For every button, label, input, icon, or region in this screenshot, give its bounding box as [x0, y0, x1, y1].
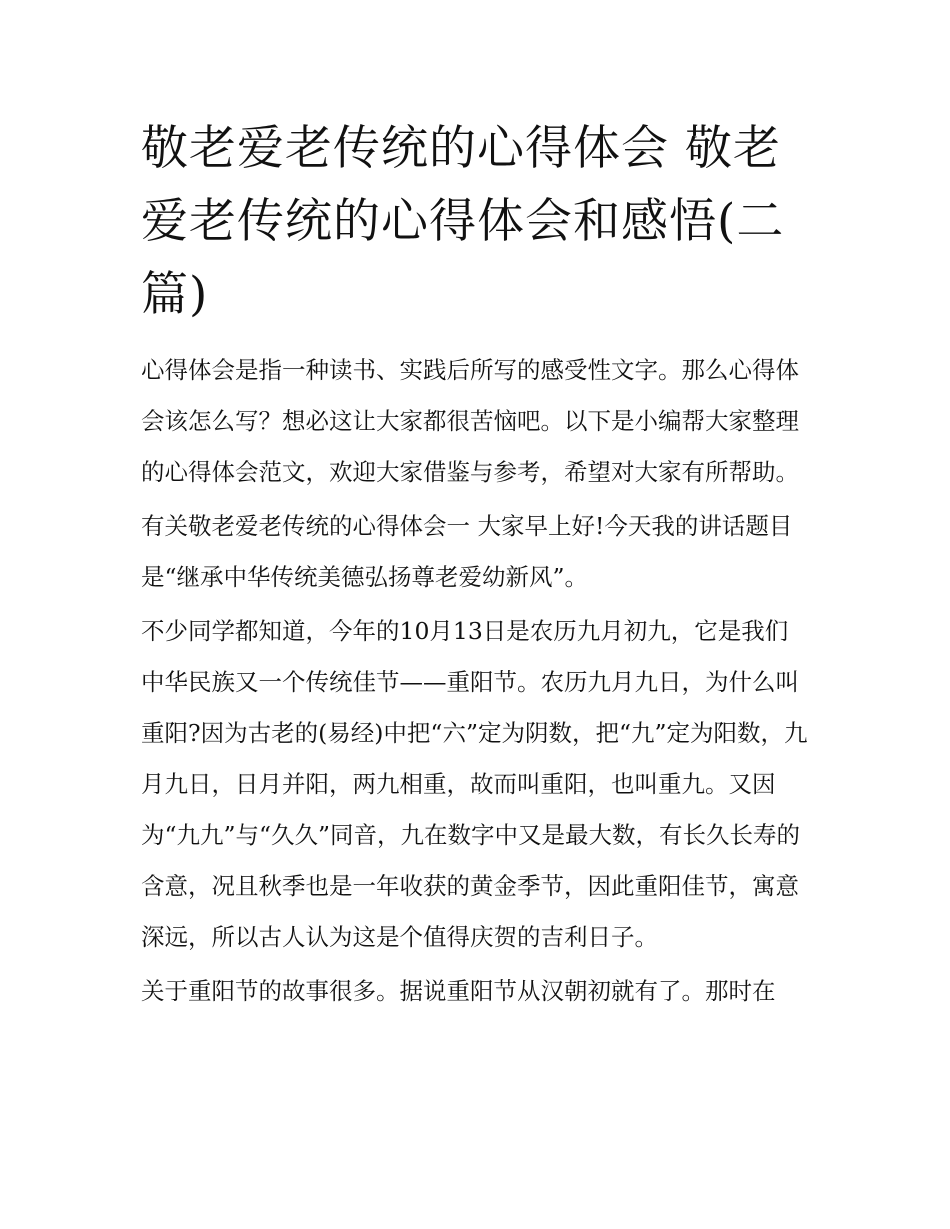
document-title: 敬老爱老传统的心得体会 敬老爱老传统的心得体会和感悟(二篇)	[141, 121, 785, 322]
intro-paragraph: 心得体会是指一种读书、实践后所写的感受性文字。那么心得体会该怎么写？想必这让大家都很苦恼吧。以下是小编帮大家整理的心得体会范文，欢迎大家借鉴与参考，希望对大家有所帮助。	[141, 356, 799, 486]
document-content	[141, 112, 811, 1020]
body-paragraph: 有关敬老爱老传统的心得体会一 大家早上好!今天我的讲话题目是“继承中华传统美德弘扬尊老爱幼新风”。	[141, 512, 793, 591]
document-body	[141, 345, 811, 1017]
body-paragraph: 关于重阳节的故事很多。据说重阳节从汉朝初就有了。那时在	[141, 977, 776, 1005]
body-paragraph: 不少同学都知道，今年的10月13日是农历九月初九，它是我们中华民族又一个传统佳节——重阳节。农历九月九日，为什么叫重阳?因为古老的(易经)中把“六”定为阴数，把“九”定为阳数，九月九日，日月并阳，两九相重，故而叫重阳，也叫重九。又因为“九九”与“久久”同音，九在数字中又是最大数，有长久长寿的含意，况且秋季也是一年收获的黄金季节，因此重阳佳节，寓意深远，所以古人认为这是个值得庆贺的吉利日子。	[141, 617, 808, 951]
